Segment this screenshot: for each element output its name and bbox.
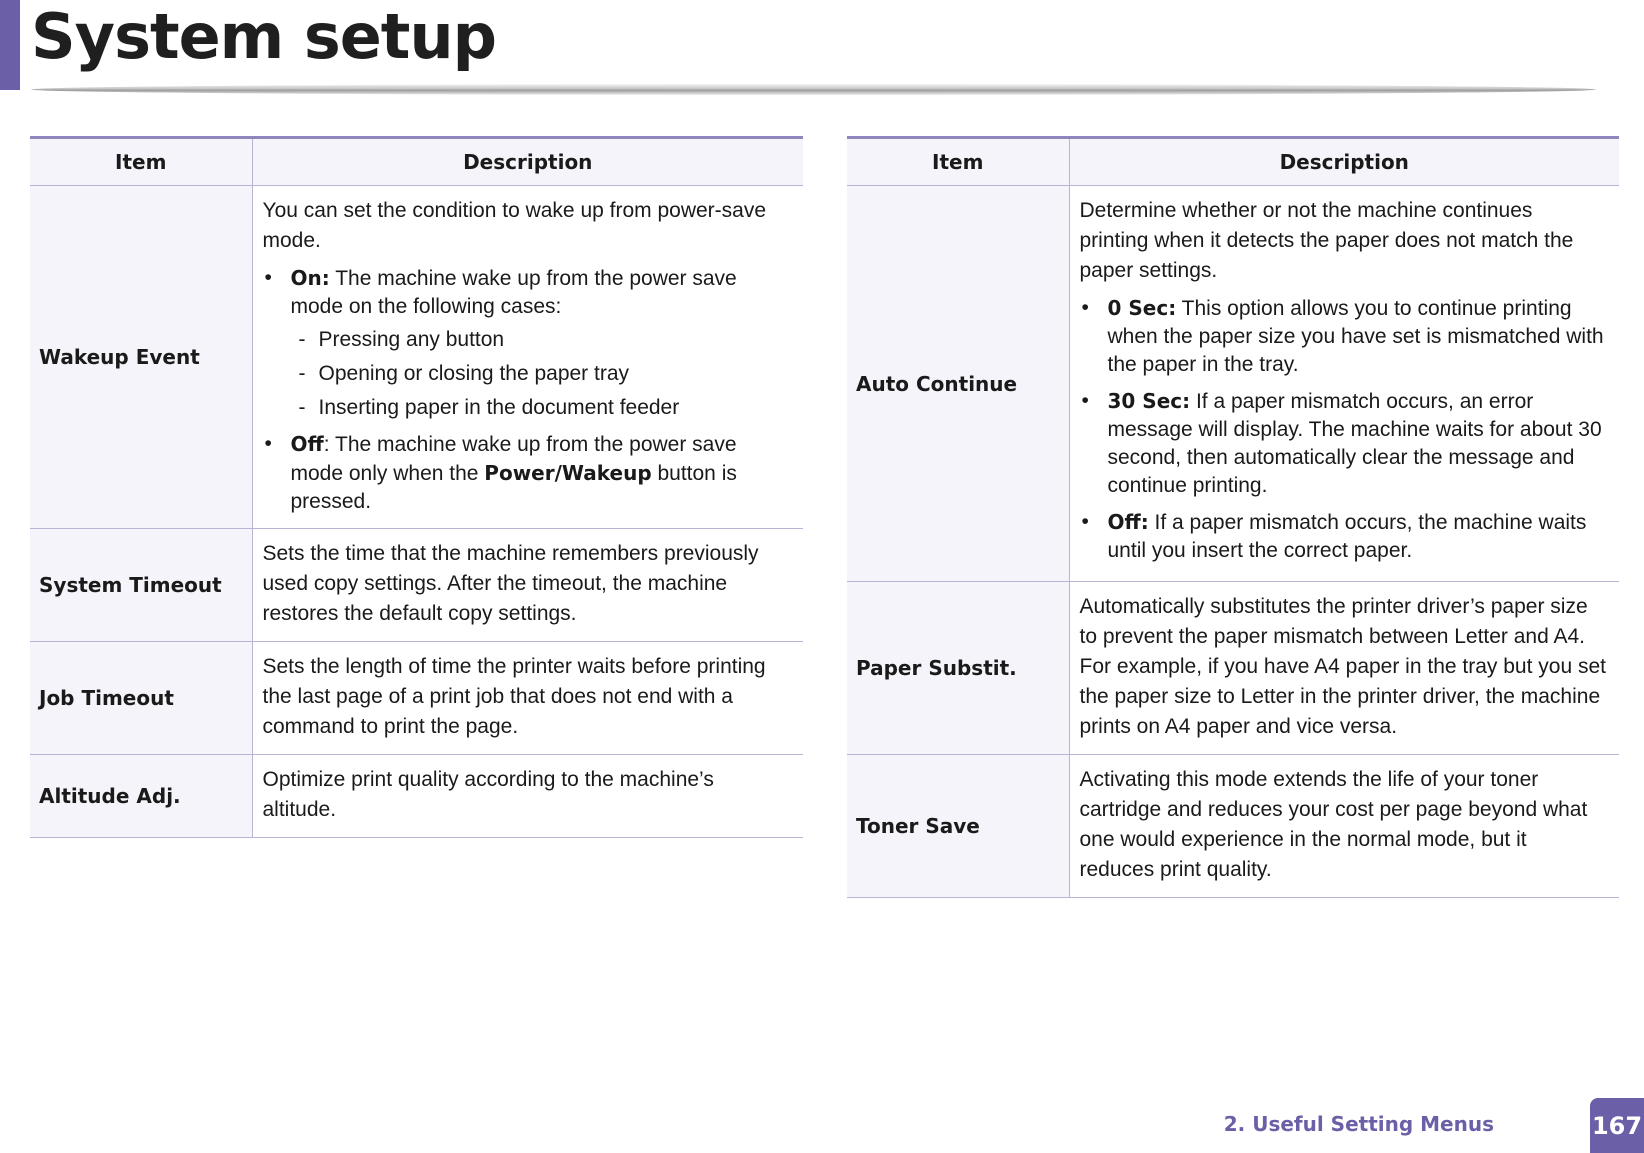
wake-case: - Inserting paper in the document feeder — [291, 393, 792, 422]
table-row — [30, 755, 803, 838]
table-row — [30, 529, 803, 642]
option-label: 30 Sec: — [1107, 389, 1191, 413]
option-text: If a paper mismatch occurs, an error message will display. The machine waits for about 30 second, then automatically clear the message and continue printing. — [1107, 390, 1602, 497]
chapter-accent-bar — [0, 0, 20, 90]
item-description: Optimize print quality according to the machine’s altitude. — [252, 755, 803, 838]
item-name: Job Timeout — [30, 642, 252, 755]
item-name: Paper Substit. — [847, 582, 1069, 755]
table-row — [847, 582, 1619, 755]
settings-table-right — [847, 136, 1619, 898]
item-name: Altitude Adj. — [30, 755, 252, 838]
description-intro: Determine whether or not the machine continues printing when it detects the paper does not match the paper settings. — [1079, 199, 1574, 282]
column-header-description: Description — [1069, 138, 1619, 186]
option-text: If a paper mismatch occurs, the machine waits until you insert the correct paper. — [1107, 511, 1587, 562]
table-header-row — [847, 138, 1619, 186]
item-name: Toner Save — [847, 755, 1069, 898]
table-row — [847, 186, 1619, 582]
option-item — [263, 430, 792, 516]
table-row — [30, 186, 803, 529]
settings-table-left — [30, 136, 803, 838]
column-header-item: Item — [30, 138, 252, 186]
option-label: On: — [290, 266, 330, 290]
item-name: Wakeup Event — [30, 186, 252, 529]
column-header-item: Item — [847, 138, 1069, 186]
option-text: : The machine wake up from the power save mode only when the — [290, 433, 737, 485]
item-description: Automatically substitutes the printer driver’s paper size to prevent the paper mismatch between Letter and A4. For example, if you have A4 paper in the tray but you set the paper size to Letter in the printer driver, the machine prints on A4 paper and vice versa. — [1069, 582, 1619, 755]
option-item — [1080, 387, 1608, 500]
item-description: Sets the length of time the printer waits before printing the last page of a print job that does not end with a command to print the page. — [252, 642, 803, 755]
option-list — [1080, 294, 1608, 565]
option-text: The machine wake up from the power save mode on the following cases: — [290, 267, 737, 318]
title-underline — [31, 84, 1596, 95]
wake-case: - Opening or closing the paper tray — [291, 359, 792, 388]
option-text: This option allows you to continue printing when the paper size you have set is mismatched with the paper in the tray. — [1107, 297, 1604, 376]
page-number: 167 — [1590, 1098, 1644, 1153]
wake-case-list — [291, 325, 792, 422]
power-wakeup-button-label: Power/Wakeup — [484, 461, 652, 485]
option-item — [1080, 294, 1608, 379]
column-header-description: Description — [252, 138, 803, 186]
wake-case: - Pressing any button — [291, 325, 792, 354]
option-text: button is pressed. — [290, 462, 737, 513]
option-label: Off — [290, 432, 324, 456]
table-row — [847, 755, 1619, 898]
page-title: System setup — [31, 0, 496, 73]
option-label: Off: — [1107, 510, 1149, 534]
chapter-label: 2. Useful Setting Menus — [1223, 1112, 1494, 1136]
option-item — [1080, 508, 1608, 565]
item-description — [252, 186, 803, 529]
item-description — [1069, 186, 1619, 582]
table-row — [30, 642, 803, 755]
item-name: Auto Continue — [847, 186, 1069, 582]
option-label: 0 Sec: — [1107, 296, 1177, 320]
option-list — [263, 264, 792, 516]
item-name: System Timeout — [30, 529, 252, 642]
item-description: Activating this mode extends the life of your toner cartridge and reduces your cost per page beyond what one would experience in the normal mode, but it reduces print quality. — [1069, 755, 1619, 898]
table-header-row — [30, 138, 803, 186]
option-item — [263, 264, 792, 422]
description-intro: You can set the condition to wake up from power-save mode. — [262, 199, 767, 252]
item-description: Sets the time that the machine remembers previously used copy settings. After the timeout, the machine restores the default copy settings. — [252, 529, 803, 642]
